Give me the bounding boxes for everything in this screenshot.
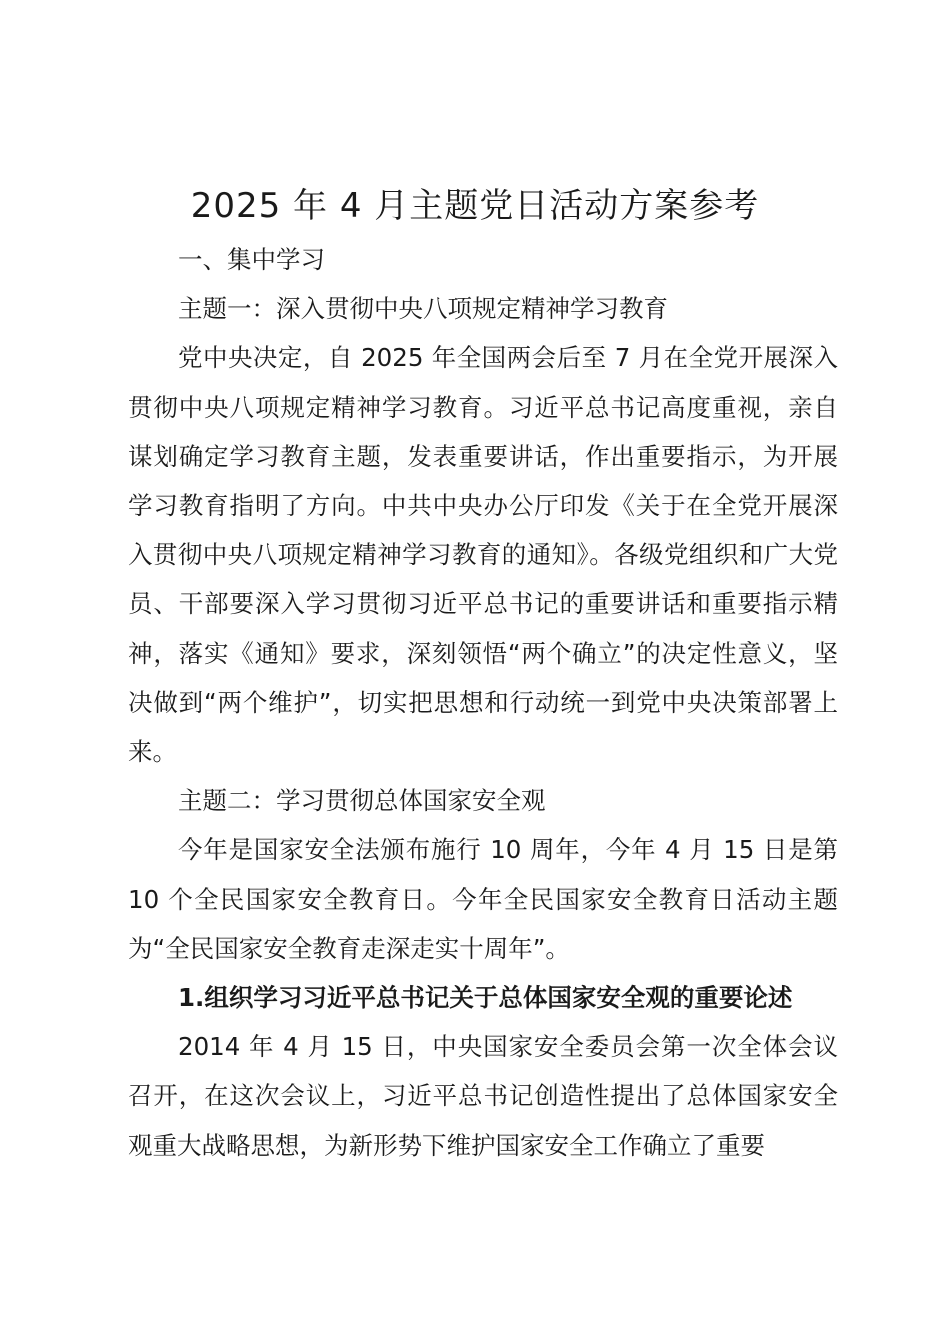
document-body — [128, 235, 838, 1170]
subsection-1-paragraph: 2014 年 4 月 15 日，中央国家安全委员会第一次全体会议召开，在这次会议上，习近平总书记创造性提出了总体国家安全观重大战略思想，为新形势下维护国家安全工作确立了重要 — [128, 1032, 838, 1160]
topic-two-heading: 主题二：学习贯彻总体国家安全观 — [178, 786, 546, 816]
topic-two-paragraph: 今年是国家安全法颁布施行 10 周年，今年 4 月 15 日是第 10 个全民国家安全教育日。今年全民国家安全教育日活动主题为“全民国家安全教育走深走实十周年”。 — [128, 835, 838, 963]
topic-one-paragraph: 党中央决定，自 2025 年全国两会后至 7 月在全党开展深入贯彻中央八项规定精神学习教育。习近平总书记高度重视，亲自谋划确定学习教育主题，发表重要讲话，作出重要指示，为开展学习教育指明了方向。中共中央办公厅印发《关于在全党开展深入贯彻中央八项规定精神学习教育的通知》。各级党组织和广大党员、干部要深入学习贯彻习近平总书记的重要讲话和重要指示精神，落实《通知》要求，深刻领悟“两个确立”的决定性意义，坚决做到“两个维护”，切实把思想和行动统一到党中央决策部署上来。 — [128, 343, 838, 767]
section-heading-study: 一、集中学习 — [178, 245, 325, 274]
topic-one-heading: 主题一：深入贯彻中央八项规定精神学习教育 — [178, 294, 668, 324]
subsection-heading-1: 1.组织学习习近平总书记关于总体国家安全观的重要论述 — [178, 983, 793, 1013]
document-title: 2025 年 4 月主题党日活动方案参考 — [190, 186, 760, 226]
